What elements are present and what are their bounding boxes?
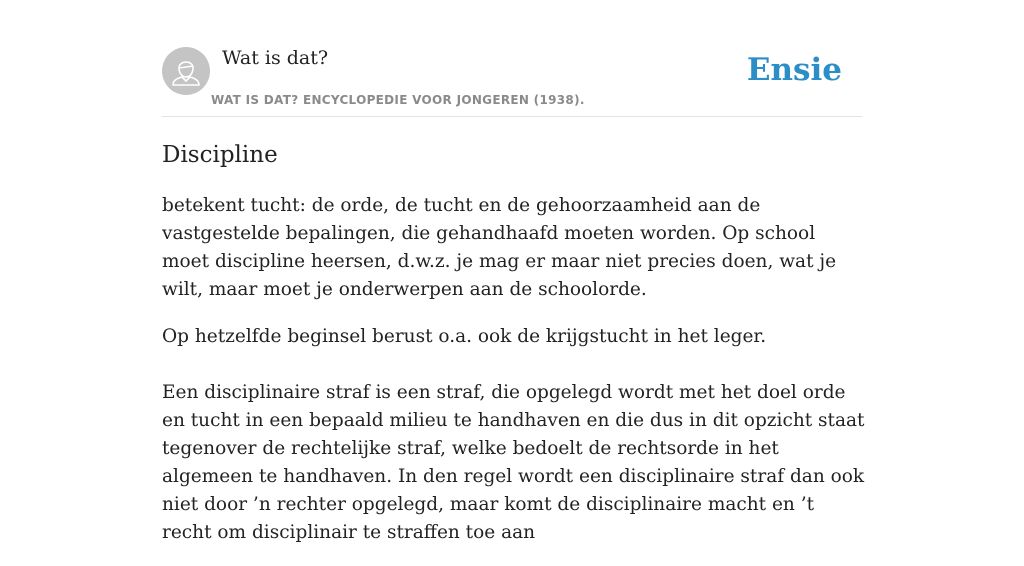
entry-paragraph: betekent tucht: de orde, de tucht en de gehoorzaamheid aan de vastgestelde bepalingen, die gehandhaafd moeten worden. Op school moet discipline heersen, d.w.z. je mag er maar niet precies doen, wat je wilt, maar moet je onderwerpen aan de schoolorde. bbox=[162, 195, 837, 300]
entry-paragraph: Op hetzelfde beginsel berust o.a. ook de krijgstucht in het leger. bbox=[162, 326, 767, 347]
entry-content bbox=[162, 192, 867, 566]
entry-title: Discipline bbox=[162, 142, 278, 168]
user-avatar-icon[interactable] bbox=[162, 47, 210, 95]
source-title[interactable]: Wat is dat? bbox=[222, 47, 329, 69]
entry-paragraph: Een disciplinaire straf is een straf, die opgelegd wordt met het doel orde en tucht in een bepaald milieu te handhaven en die dus in dit opzicht staat tegenover de rechtelijke straf, welke bedoelt de rechtsorde in het algemeen te handhaven. In den regel wordt een disciplinaire straf dan ook niet door ’n rechter opgelegd, maar komt de disciplinaire macht en ’t recht om disciplinair te straffen toe aan bbox=[162, 382, 865, 543]
brand-logo[interactable]: Ensie bbox=[746, 52, 842, 88]
source-subtitle[interactable]: WAT IS DAT? ENCYCLOPEDIE VOOR JONGEREN (1938). bbox=[211, 93, 585, 107]
source-header bbox=[162, 46, 862, 117]
